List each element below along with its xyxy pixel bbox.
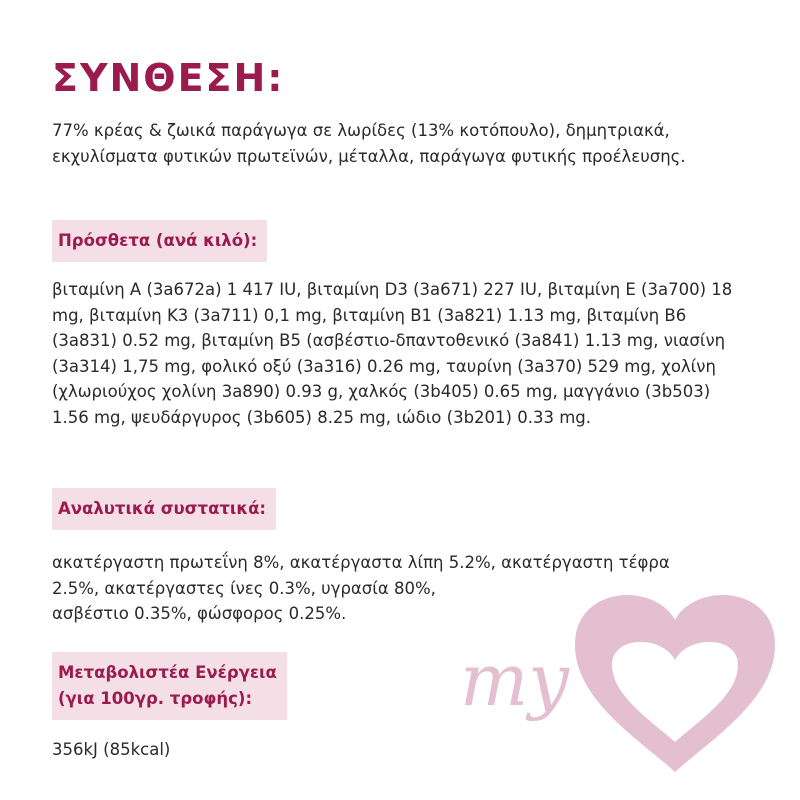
heart-logo <box>440 580 790 780</box>
composition-text: 77% κρέας & ζωικά παράγωγα σε λωρίδες (13% κοτόπουλο), δημητριακά, εκχυλίσματα φυτικών πρωτεϊνών, μέταλλα, παράγωγα φυτικής προέλευσης. <box>52 121 686 166</box>
logo-text: my <box>460 638 569 722</box>
analytical-line: ασβέστιο 0.35%, φώσφορος 0.25%. <box>52 604 347 623</box>
energy-value: 356kJ (85kcal) <box>52 740 171 759</box>
heart-icon <box>575 595 775 772</box>
analytical-line: ακατέργαστη πρωτεΐνη 8%, ακατέργαστα λίπη 5.2%, ακατέργαστη τέφρα <box>52 553 670 572</box>
page-title: ΣΥΝΘΕΣΗ: <box>52 56 285 100</box>
additives-text: βιταμίνη A (3a672a) 1 417 IU, βιταμίνη D3 (3a671) 227 IU, βιταμίνη E (3a700) 18 mg, βιταμίνη K3 (3a711) 0,1 mg, βιταμίνη B1 (3a821) 1.13 mg, βιταμίνη B6 (3a831) 0.52 mg, βιταμίνη B5 (ασβέστιο-δπαντοθενικό (3a841) 1.13 mg, νιασίνη (3a314) 1,75 mg, φολικό οξύ (3a316) 0.26 mg, ταυρίνη (3a370) 529 mg, χολίνη (χλωριούχος χολίνη 3a890) 0.93 g, χαλκός (3b405) 0.65 mg, μαγγάνιο (3b503) 1.56 mg, ψευδάργυρος (3b605) 8.25 mg, ιώδιο (3b201) 0.33 mg. <box>52 280 733 427</box>
energy-label <box>52 652 287 720</box>
analytical-line: 2.5%, ακατέργαστες ίνες 0.3%, υγρασία 80%, <box>52 578 436 598</box>
energy-label-line: (για 100γρ. τροφής): <box>58 689 253 708</box>
additives-label: Πρόσθετα (ανά κιλό): <box>52 220 267 262</box>
energy-label-line: Μεταβολιστέα Ενέργεια <box>58 663 277 682</box>
analytical-label: Αναλυτικά συστατικά: <box>52 488 276 530</box>
